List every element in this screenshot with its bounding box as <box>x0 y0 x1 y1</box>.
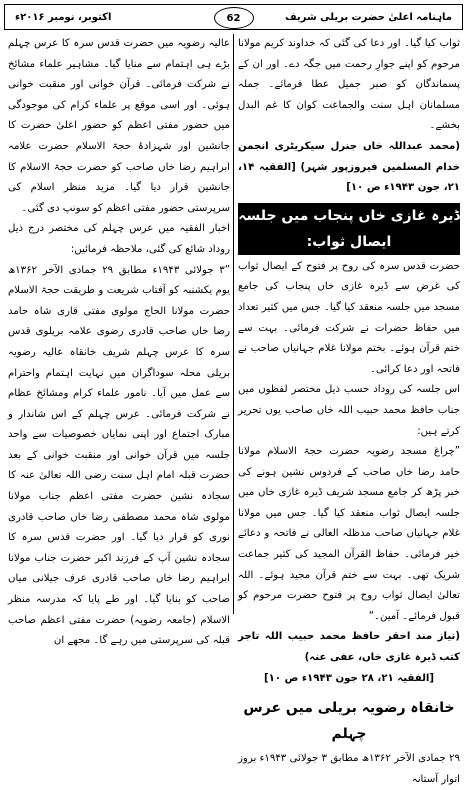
column-divider <box>233 34 234 614</box>
paragraph: ثواب کیا گیا۔ اور دعا کی گئی کہ خداوند کریم مولانا مرحوم کو اپنے جوارِ رحمت میں جگہ دے۔ اور ان کے پسماندگان کو صبر جمیل عطا فرمائے۔ جملہ مسلمانان اہل سنت والجماعت کوان کا غم البدل بخشے۔ <box>238 38 460 132</box>
section-heading: ڈیرہ غازی خاں پنجاب میں جلسہ ایصال ثواب: <box>238 203 460 255</box>
citation: [الفقیہ ۲۱، ۲۸ جون ۱۹۴۳ء ص ۱۰] <box>263 672 435 684</box>
quoted-paragraph: ”چراغ مسجد رضویہ حضرت حجۃ الاسلام مولانا حامد رضا خاں صاحب کے فردوس نشین ہونے کی خبر پڑھ کر جامع مسجد شریف ڈیرہ غازی خاں میں جلسہ ایصال ثواب منعقد کیا گیا۔ جس میں مولانا غلام جہانیاں صاحب مدظلہ العالی نے فاتحہ و دعائے خیر فرمائی۔ حفاظ القرآن المجید کی کثیر جماعت شریک تھی۔ بہت سے ختم قرآن مجید ہوئے۔ اللہ تعالیٰ ایصال ثواب روح پر فتوح حضرت مرحوم کو قبول فرمائے۔ آمین۔“ <box>238 446 460 622</box>
quoted-paragraph: ”۳ جولائی ۱۹۴۳ء مطابق ۲۹ جمادی الآخر ۱۳۶۲ھ یوم یکشنبہ کو آفتاب شریعت و طریقت حجۃ الاسلام حضرت مولانا الحاج مولوی مفتی قاری شاہ حامد رضا خاں صاحب قادری رضوی علامہ بریلوی قدس سرہ کا عرس چہلم شریف خانقاہ عالیہ رضویہ بریلی محلہ سوداگران میں نہایت اہتمام واحترام سے عمل میں آیا۔ نامور علماء کرام ومشائخ عظام نے شرکت فرمائی۔ عرس چہلم کے اس شاندار و مبارک اجتماع اور اپنی نمایاں خصوصیات سے واحد جلسہ میں قرآن خوانی اور منقبت خوانی کے بعد حضرت قبلہ امام اہل سنت رضی اللہ تعالیٰ عنہ کا سجادہ نشین حضرت مفتی اعظم جناب مولانا مولوی شاہ محمد مصطفی رضا خاں صاحب قادری نوری کو قرار دیا گیا۔ اور حضرت قدس سرہ کا سجادہ نشین آپ کے فرزند اکبر حضرت جناب مولانا ابراہیم رضا خاں صاحب قادری عرف جیلانی میاں صاحب کو بنایا گیا۔ اور طے پایا کہ مدرسہ منظر الاسلام (جامعہ رضویہ) حضرت مفتی اعظم صاحب قبلہ کی سرپرستی میں رہے گا۔ مجھے ان <box>8 264 230 647</box>
paragraph: اس جلسہ کی روداد حسب ذیل مختصر لفظوں میں جناب حافظ محمد حبیب اللہ خاں صاحب یوں تحریر کرتے ہیں: <box>238 384 460 437</box>
page-header <box>4 4 463 30</box>
header-magazine-title: ماہنامہ اعلیٰ حضرت بریلی شریف <box>284 11 452 23</box>
paragraph: ۲۹ جمادی الآخر ۱۳۶۲ھ مطابق ۳ جولائی ۱۹۴۳ء بروز اتوار آستانہ <box>238 753 461 785</box>
section-heading: خانقاہ رضویہ بریلی میں عرس چہلم <box>243 700 455 743</box>
paragraph: اخبار الفقیہ میں عرس چہلم کی مختصر درج ذیل روداد شائع کی گئی، ملاحظہ فرمائیں: <box>8 223 230 255</box>
signature-line: (محمد عبداللہ خاں جنرل سیکریٹری انجمن خدام المسلمین فیروزپور شہر) [الفقیہ ۱۴، ۲۱، جون ۱۹۴۳ء ص ۱۰] <box>238 140 460 194</box>
paragraph: عالیہ رضویہ میں حضرت قدس سرہ کا عرس چہلم بڑے ہی اہتمام سے منایا گیا۔ مشاہیر علماء مشائخ نے شرکت فرمائی۔ قرآن خوانی اور منقبت خوانی ہوئی۔ اور اسی موقع پر علماء کرام کی موجودگی میں حضور مفتی اعظم کو حضور اعلیٰ حضرت کا جانشین اور شہزادۂ حجۃ الاسلام حضرت علامہ ابراہیم رضا خاں صاحب کو حضرت حجۃ الاسلام کا جانشین قرار دیا گیا۔ مزید منظر اسلام کی سرپرستی حضور مفتی اعظم کو سونپ دی گئی۔ <box>8 38 230 214</box>
page-number: 62 <box>214 7 254 29</box>
header-issue-date: اکتوبر، نومبر ۲۰۱۶ء <box>15 11 112 23</box>
left-column <box>8 34 230 647</box>
right-column <box>238 34 461 785</box>
signature-line: (نیاز مند احقر حافظ محمد حبیب اللہ تاجر کتب ڈیرہ غازی خاں، عفی عنہ) <box>238 631 460 664</box>
paragraph: حضرت قدس سرہ کی روح پر فتوح کے ایصال ثواب کی غرض سے ڈیرہ غازی خاں پنجاب کی جامع مسجد میں جلسہ منعقد کیا گیا۔ جس میں کثیر تعداد میں حفاظ حضرات نے شرکت فرمائی۔ بہت سے ختم قرآن ہوئے۔ بختم مولانا غلام جہانیاں صاحب نے فاتحہ اور دعا کرائی۔ <box>238 260 460 375</box>
